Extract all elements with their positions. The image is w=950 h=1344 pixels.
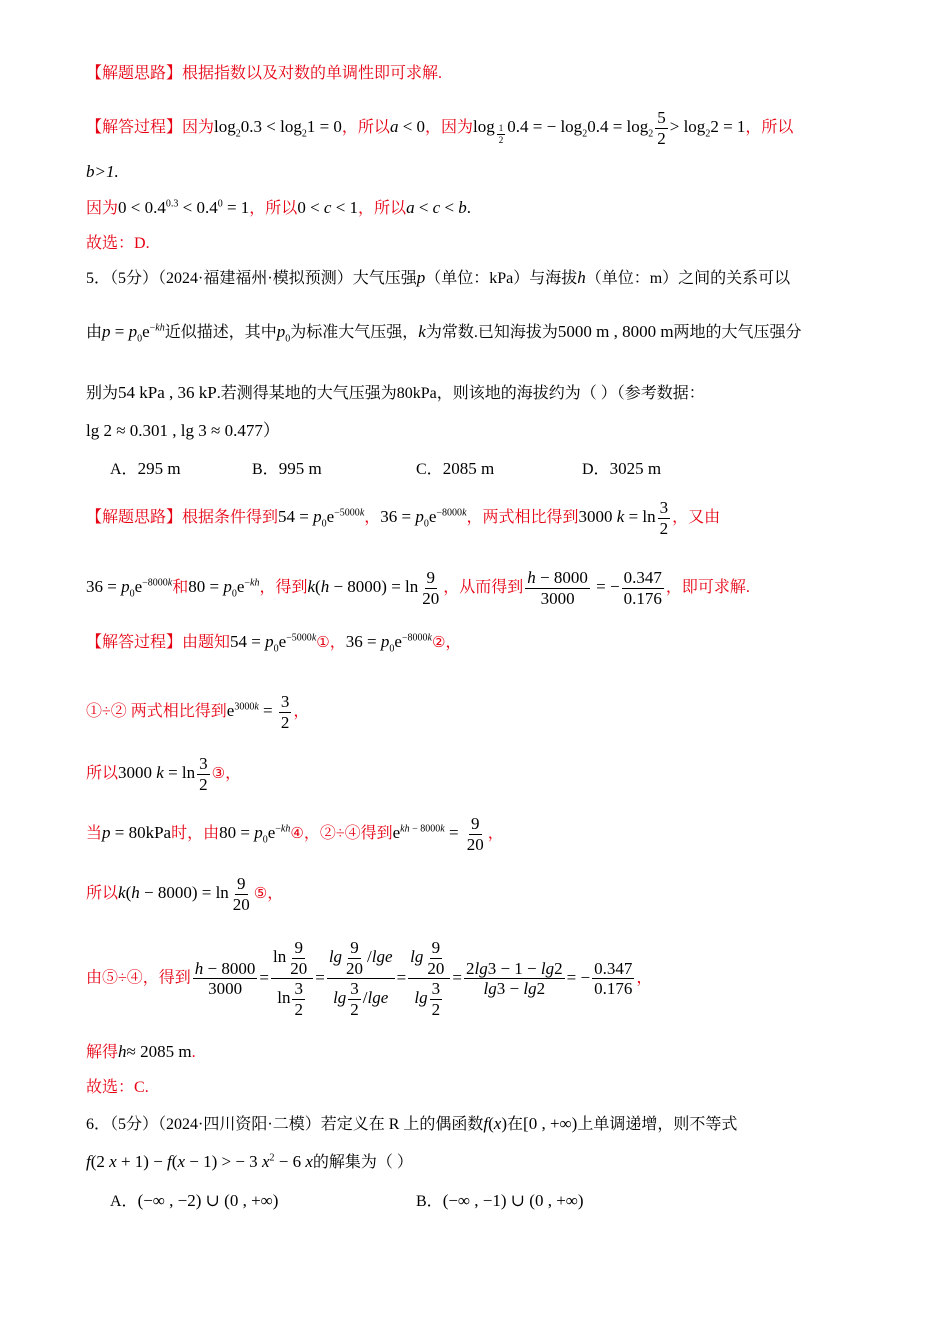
q6-option-a[interactable]: A．(−∞ , −2) ∪ (0 , +∞) [110,1191,279,1210]
question-source: （2024·福建福州·模拟预测） [158,270,353,287]
question-number: 5． [86,270,111,287]
q5-process-line1: 【解答过程】由题知$54 = p_0e^{-5000k}①$，$36 = p_0e^{-8000k}②$， [86,632,462,655]
q5-option-b[interactable]: B．995 m [252,459,322,478]
q4-b-result: b>1. [86,162,119,181]
formula: $\log_20.3 < \log_21 = 0$ [214,116,342,140]
q5-process-line5: 所以k(h − 8000) = ln $\frac{9}{20}$ ⑤， [86,874,284,914]
q5-stem-line1: 5．（5分）（2024·福建福州·模拟预测）大气压强p（单位：kPa）与海拔h（单位：m）之间的关系可以 [86,268,791,287]
q5-result: 解得h≈ 2085 m. [86,1042,196,1061]
q5-process-line6: 由⑤÷④，得到 $\frac{h - 8000}{3000}$ = ln $\frac{9}{20}$ ln $\frac{3}{2}$ = lg $\frac{9}{20}$ /lge lg $\frac{3}{2}$ /lge = lg $\frac{9}{20}$ lg $\frac{3}{2}$ = $\frac{2\lg 3 - 1 - \lg 2}{\lg 3 - \lg 2}$ = − $\frac{0.347}{0.176}$ ， [86,938,653,1019]
q6-stem-line1: 6．（5分）（2024·四川资阳·二模）若定义在 R 上的偶函数f(x)在[0 , +∞)上单调递增，则不等式 [86,1114,738,1133]
thinking-label: 【解题思路】 [86,65,183,82]
q4-process-line1: 【解答过程】因为$\log_20.3 < \log_21 = 0$，所以a < 0，因为log $_{\frac{1}{2}}$ 0.4 = − $\log_20.4 = \log_2$ $\frac{5}{2}$ > $\log_22 = 1$，所以 [86,108,794,148]
q4-answer: 故选：D. [86,235,150,252]
q5-process-line3: 所以3000 k = ln $\frac{3}{2}$ ③， [86,754,242,794]
q4-process-line3: 因为$0 < 0.4^{0.3} < 0.4^0 = 1$，所以0 < c < 1，所以a < c < b. [86,198,472,217]
q5-stem-line4: lg 2 ≈ 0.301 , lg 3 ≈ 0.477） [86,421,280,440]
process-label: 【解答过程】 [86,118,183,136]
q5-answer: 故选：C. [86,1079,149,1096]
q4-thinking: 【解题思路】根据指数以及对数的单调性即可求解. [86,65,443,82]
q5-thinking-line1: 【解题思路】根据条件得到$54 = p_0e^{-5000k}$，$36 = p_0e^{-8000k}$，两式相比得到3000 k = ln $\frac{3}{2}$ ，又由 [86,498,721,538]
q5-process-line2: ①÷② 两式相比得到$e^{3000k}$ = $\frac{3}{2}$ ， [86,692,310,732]
q5-option-d[interactable]: D．3025 m [582,459,662,478]
q5-stem-line2: 由$p = p_0e^{-kh}$近似描述，其中$p_0$为标准大气压强，k为常数.已知海拔为5000 m , 8000 m两地的大气压强分 [86,322,802,345]
q5-option-c[interactable]: C．2085 m [416,459,495,478]
q5-process-line4: 当p = 80kPa时，由$80 = p_0e^{-kh}④$，②÷④得到$e^{kh - 8000k}$ = $\frac{9}{20}$ ， [86,814,504,854]
q5-thinking-line2: $36 = p_0e^{-8000k}$和$80 = p_0e^{-kh}$，得到k(h − 8000) = ln $\frac{9}{20}$ ，从而得到 $\frac{h - 8000}{3000}$ = − $\frac{0.347}{0.176}$ ，即可求解. [86,568,750,608]
q6-option-b[interactable]: B．(−∞ , −1) ∪ (0 , +∞) [416,1191,584,1210]
q6-stem-line2: f(2 x + 1) − f(x − 1) > − 3 $x^2 - 6$ x的解集为（ ） [86,1152,413,1171]
question-score: （5分） [110,270,159,287]
q5-option-a[interactable]: A．295 m [110,459,181,478]
q5-stem-line3: 别为54 kPa , 36 kP.若测得某地的大气压强为80kPa，则该地的海拔约为（ ）（参考数据： [86,383,705,402]
